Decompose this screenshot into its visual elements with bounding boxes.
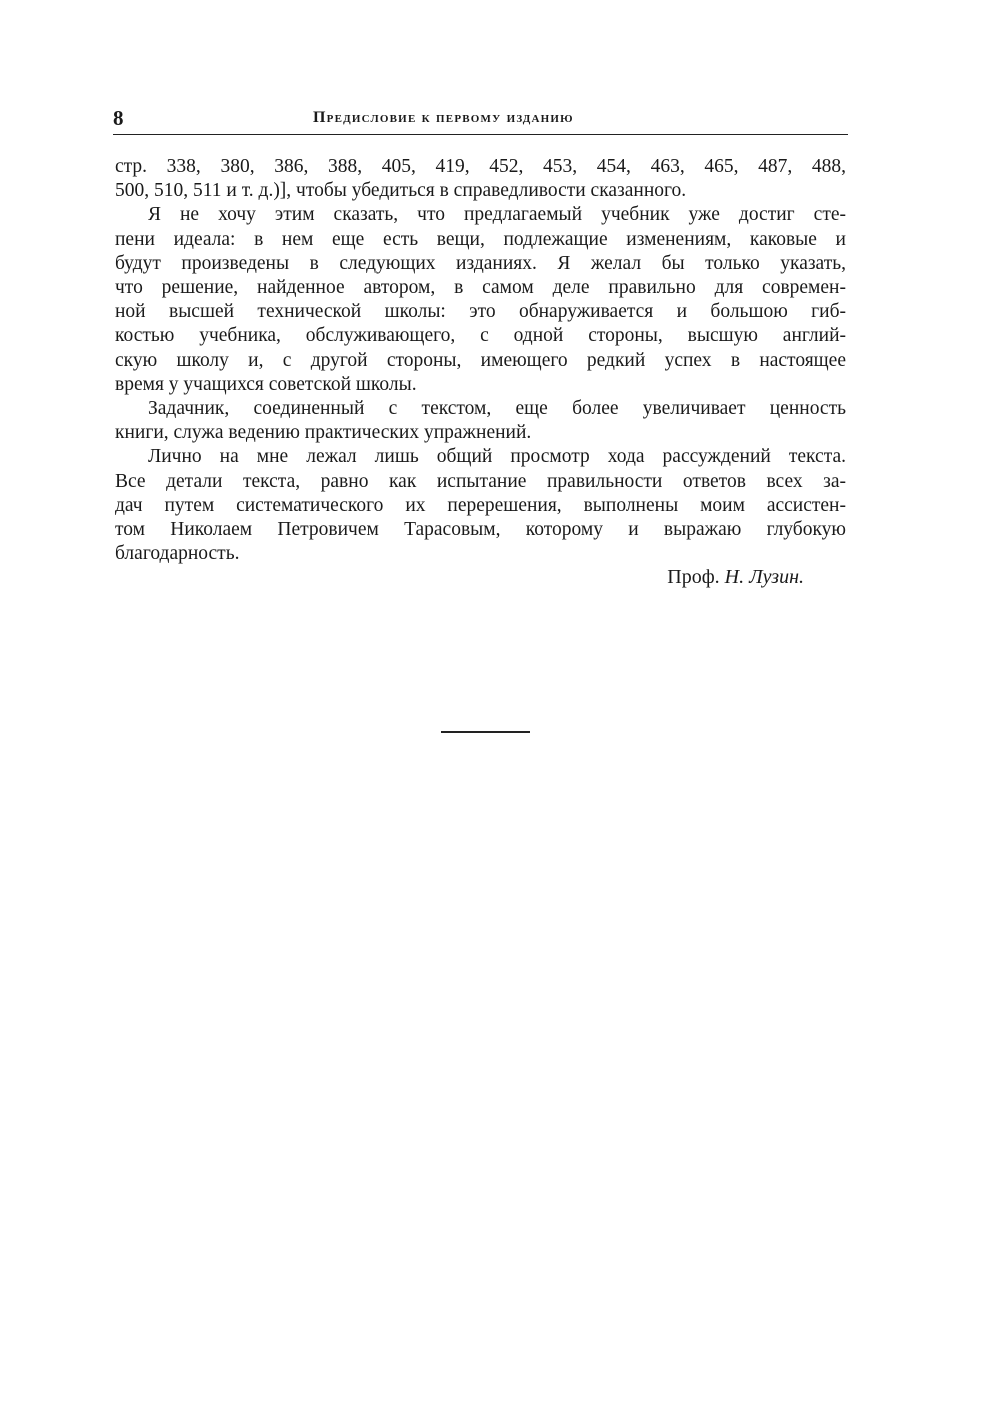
body-text xyxy=(115,155,846,566)
text-line: скую школу и, с другой стороны, имеющего редкий успех в настоящее xyxy=(115,349,846,371)
text-line: что решение, найденное автором, в самом деле правильно для современ- xyxy=(115,277,846,299)
paragraph xyxy=(115,445,846,566)
running-title: Предисловие к первому изданию xyxy=(313,109,574,126)
text-line: время у учащихся советской школы. xyxy=(115,373,417,395)
text-line: благодарность. xyxy=(115,543,240,565)
page-number: 8 xyxy=(113,106,124,130)
paragraph xyxy=(115,155,846,203)
text-line: стр. 338, 380, 386, 388, 405, 419, 452, 453, 454, 463, 465, 487, 488, xyxy=(115,156,846,177)
text-line: Задачник, соединенный с текстом, еще более увеличивает ценность xyxy=(148,398,846,420)
signature xyxy=(667,566,804,589)
signature-name: Н. Лузин. xyxy=(724,566,804,588)
text-line: Все детали текста, равно как испытание правильности ответов всех за- xyxy=(115,470,846,492)
text-line: будут произведены в следующих изданиях. Я желал бы только указать, xyxy=(115,252,846,274)
header-rule xyxy=(113,134,848,135)
text-line: Я не хочу этим сказать, что предлагаемый учебник уже достиг сте- xyxy=(148,204,846,226)
text-line: 500, 510, 511 и т. д.)], чтобы убедиться в справедливости сказанного. xyxy=(115,180,687,202)
text-line: пени идеала: в нем еще есть вещи, подлежащие изменениям, каковые и xyxy=(115,228,846,250)
paragraph xyxy=(115,203,846,397)
text-line: книги, служа ведению практических упражнений. xyxy=(115,422,532,444)
text-line: Лично на мне лежал лишь общий просмотр хода рассуждений текста. xyxy=(148,446,846,468)
text-line: ной высшей технической школы: это обнаруживается и большою гиб- xyxy=(115,301,846,323)
paragraph xyxy=(115,397,846,445)
signature-title: Проф. xyxy=(667,566,720,588)
text-line: костью учебника, обслуживающего, с одной стороны, высшую англий- xyxy=(115,325,846,347)
text-line: том Николаем Петровичем Тарасовым, которому и выражаю глубокую xyxy=(115,519,846,541)
running-head xyxy=(113,106,848,136)
end-rule xyxy=(441,731,530,733)
text-line: дач путем систематического их перерешения, выполнены моим ассистен- xyxy=(115,494,846,516)
